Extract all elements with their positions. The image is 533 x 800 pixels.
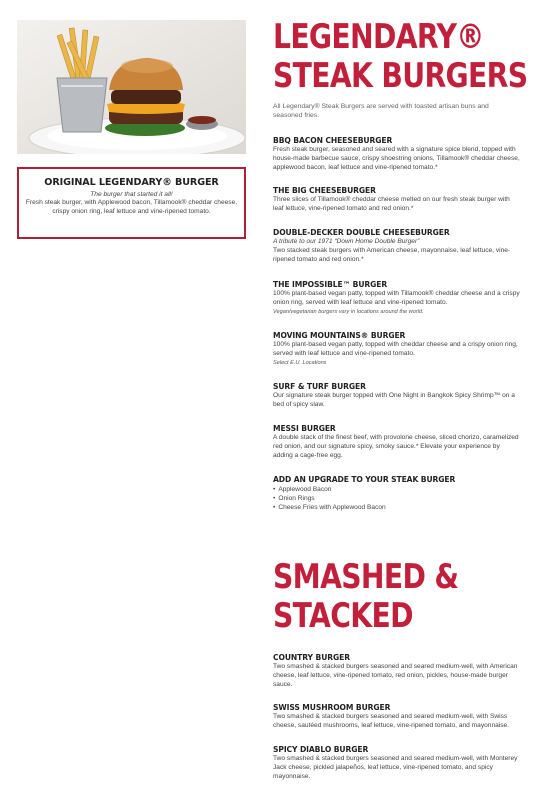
item-description: Two smashed & stacked burgers seasoned and seared medium-well, with Monterey Jack cheese, pickled jalapeños, leaf lettuce, vine-ripened tomato, and spicy mayonnaise. <box>273 755 518 780</box>
item-description: A double stack of the finest beef, with provolone cheese, sliced chorizo, caramelized red onion, and our signature spicy, smoky sauce.* Elevate your experience by adding a cage-free egg. <box>273 434 519 459</box>
menu-item <box>273 703 521 731</box>
original-burger-feature <box>17 167 246 239</box>
item-description: Two smashed & stacked burgers seasoned and seared medium-well, with Swiss cheese, sautéed mushrooms, leaf lettuce, vine-ripened tomato, and mayonnaise. <box>273 713 510 729</box>
item-description: Three slices of Tillamook® cheddar cheese melted on our fresh steak burger with leaf lettuce, vine-ripened tomato and red onion.* <box>273 196 510 212</box>
item-description: Our signature steak burger topped with One Night in Bangkok Spicy Shrimp™ on a bed of spicy slaw. <box>273 392 515 408</box>
upgrade-list <box>273 485 521 512</box>
section-intro: All Legendary® Steak Burgers are served with toasted artisan buns and seasoned fries. <box>273 103 489 119</box>
menu-item <box>273 228 521 264</box>
section-legendary <box>273 17 528 120</box>
item-description: 100% plant-based vegan patty, topped with Tillamook® cheddar cheese and a crispy onion ring, served with leaf lettuce and vine-ripened tomato. <box>273 290 520 306</box>
item-title: SPICY DIABLO BURGER <box>273 745 369 754</box>
menu-item <box>273 382 521 410</box>
item-note: Select E.U. Locations <box>273 359 327 366</box>
item-description: 100% plant-based vegan patty, topped with cheddar cheese and a crispy onion ring, served with leaf lettuce and vine-ripened tomato. <box>273 341 518 357</box>
item-title: THE BIG CHEESEBURGER <box>273 186 376 195</box>
burger-illustration <box>17 20 246 154</box>
item-title: COUNTRY BURGER <box>273 653 350 662</box>
item-title: THE IMPOSSIBLE™ BURGER <box>273 280 388 289</box>
burger-photo <box>17 20 246 154</box>
feature-description: Fresh steak burger, with Applewood bacon, Tillamook® cheddar cheese, crispy onion ring, leaf lettuce and vine-ripened tomato. <box>25 199 238 215</box>
list-item: • Applewood Bacon <box>273 485 521 494</box>
left-column <box>17 20 246 154</box>
menu-item <box>273 280 521 316</box>
item-title: SWISS MUSHROOM BURGER <box>273 703 391 712</box>
item-title: MOVING MOUNTAINS® BURGER <box>273 331 406 340</box>
menu-item <box>273 745 521 781</box>
menu-item <box>273 186 521 214</box>
menu-item <box>273 653 521 689</box>
item-tagline: A tribute to our 1971 “Down Home Double Burger” <box>273 238 420 245</box>
item-description: Two smashed & stacked burgers seasoned and seared medium-well, with American cheese, leaf lettuce, vine-ripened tomato, red onion, pickles, house-made burger sauce. <box>273 663 518 688</box>
menu-item <box>273 331 521 367</box>
item-title: BBQ BACON CHEESEBURGER <box>273 136 393 145</box>
menu-item <box>273 136 521 172</box>
item-note: Vegan/vegetarian burgers vary in locations around the world. <box>273 308 424 315</box>
item-title: MESSI BURGER <box>273 424 336 433</box>
item-title: SURF & TURF BURGER <box>273 382 366 391</box>
item-title: DOUBLE-DECKER DOUBLE CHEESEBURGER <box>273 228 450 237</box>
item-title: ADD AN UPGRADE TO YOUR STEAK BURGER <box>273 475 456 484</box>
section-title-line2: STEAK BURGERS <box>273 56 528 96</box>
list-item: • Cheese Fries with Applewood Bacon <box>273 503 521 512</box>
item-description: Two stacked steak burgers with American cheese, mayonnaise, leaf lettuce, vine-ripened tomato and red onion.* <box>273 246 511 263</box>
section-title-line1: LEGENDARY® <box>273 17 484 57</box>
feature-title: ORIGINAL LEGENDARY® BURGER <box>44 177 219 188</box>
menu-item <box>273 424 521 460</box>
list-item: • Onion Rings <box>273 494 521 503</box>
item-description: Fresh steak burger, seasoned and seared with a signature spice blend, topped with house-made barbecue sauce, crispy shoestring onions, Tillamook® cheddar cheese, applewood bacon, leaf lettuce and vine-ripened tomato.* <box>273 146 520 171</box>
section-title-line2: STACKED <box>273 596 413 636</box>
section-smashed <box>273 558 518 636</box>
upgrades <box>273 475 521 512</box>
feature-tagline: The burger that started it all! <box>90 191 173 198</box>
section-title-line1: SMASHED & <box>273 557 459 597</box>
